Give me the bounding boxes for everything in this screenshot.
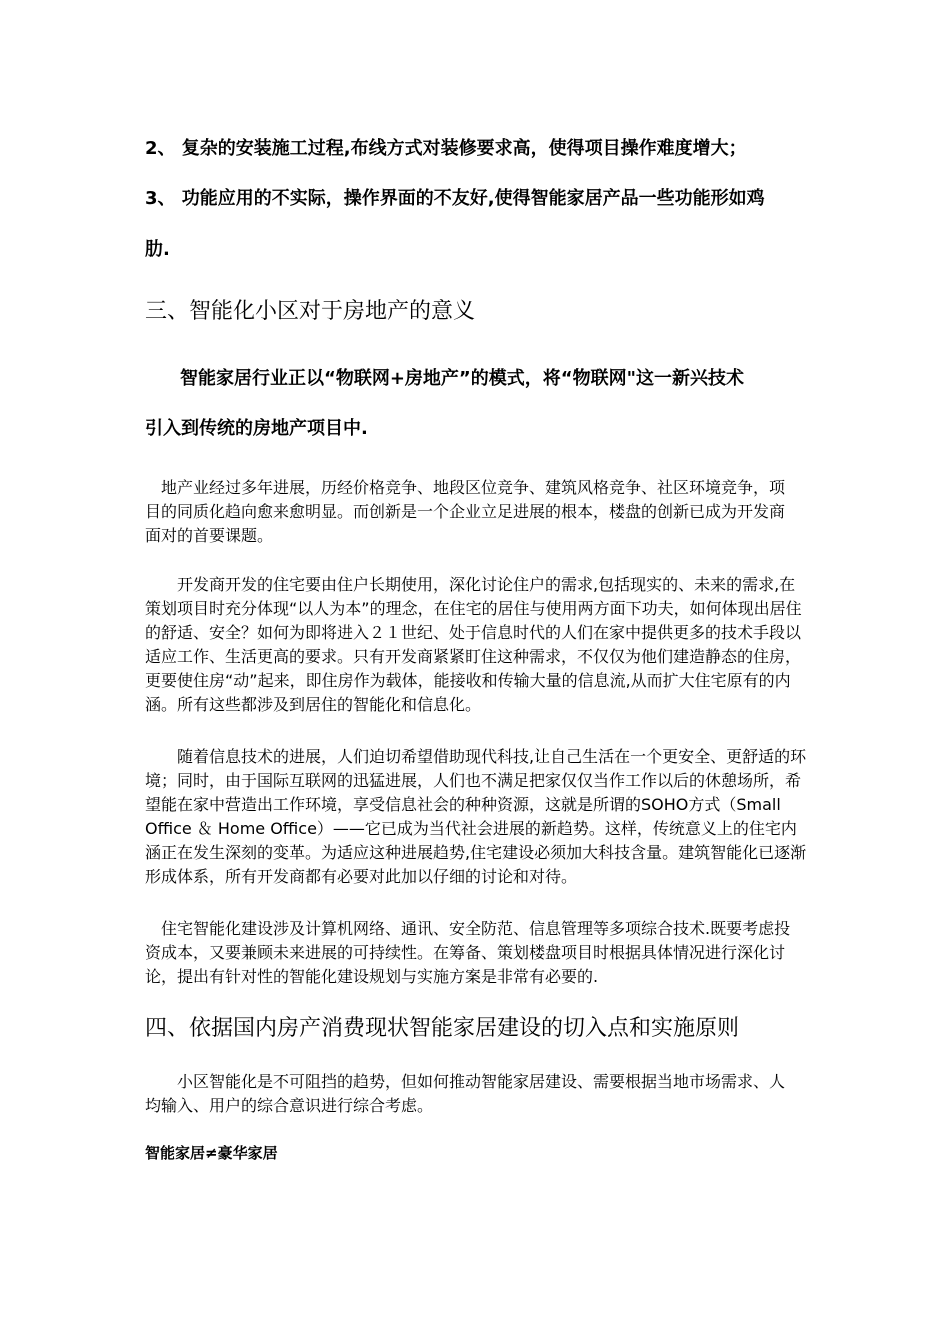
paragraph-3: 随着信息技术的进展，人们迫切希望借助现代科技,让自己生活在一个更安全、更舒适的环境；同时，由于国际互联网的迅猛进展，人们也不满足把家仅仅当作工作以后的休憩场所，希望能在家中营造出工作环境，享受信息社会的种种资源，这就是所谓的SOHO方式（Small Office ＆ Home Office）——它已成为当代社会进展的新趋势。这样，传统意义上的住宅内涵正在发生深刻的变革。为适应这种进展趋势,住宅建设必须加大科技含量。建筑智能化已逐渐形成体系，所有开发商都有必要对此加以仔细的讨论和对待。 — [145, 747, 807, 886]
paragraph-1: 地产业经过多年进展，历经价格竞争、地段区位竞争、建筑风格竞争、社区环境竞争，项目的同质化趋向愈来愈明显。而创新是一个企业立足进展的根本，楼盘的创新已成为开发商面对的首要课题。 — [145, 478, 786, 545]
list-item-2: 2、 复杂的安装施工过程,布线方式对装修要求高，使得项目操作难度增大； — [145, 138, 747, 159]
lead-line-1: 智能家居行业正以“物联网+房地产”的模式，将“物联网"这一新兴技术 — [180, 368, 744, 389]
list-item-3-line-2: 肋. — [145, 239, 170, 260]
paragraph-4: 住宅智能化建设涉及计算机网络、通讯、安全防范、信息管理等多项综合技术.既要考虑投资成本，又要兼顾未来进展的可持续性。在筹备、策划楼盘项目时根据具体情况进行深化讨论，提出有针对性的智能化建设规划与实施方案是非常有必要的. — [145, 919, 791, 986]
list-item-3-line-1: 3、 功能应用的不实际，操作界面的不友好,使得智能家居产品一些功能形如鸡 — [145, 188, 765, 209]
paragraph-2: 开发商开发的住宅要由住户长期使用，深化讨论住户的需求,包括现实的、未来的需求,在策划项目时充分体现“以人为本”的理念，在住宅的居住与使用两方面下功夫，如何体现出居住的舒适、安全？如何为即将进入２１世纪、处于信息时代的人们在家中提供更多的技术手段以适应工作、生活更高的要求。只有开发商紧紧盯住这种需求，不仅仅为他们建造静态的住房， 更要使住房“动”起来，即住房作为载体，能接收和传输大量的信息流,从而扩大住宅原有的内涵。所有这些都涉及到居住的智能化和信息化。 — [145, 575, 802, 714]
lead-line-2: 引入到传统的房地产项目中. — [145, 418, 368, 439]
section-4-heading: 四、依据国内房产消费现状智能家居建设的切入点和实施原则 — [145, 1016, 740, 1041]
section-3-heading: 三、智能化小区对于房地产的意义 — [145, 299, 476, 324]
paragraph-5: 小区智能化是不可阻挡的趋势，但如何推动智能家居建设、需要根据当地市场需求、人均输入、用户的综合意识进行综合考虑。 — [145, 1072, 786, 1115]
subheading: 智能家居≠豪华家居 — [145, 1144, 278, 1162]
